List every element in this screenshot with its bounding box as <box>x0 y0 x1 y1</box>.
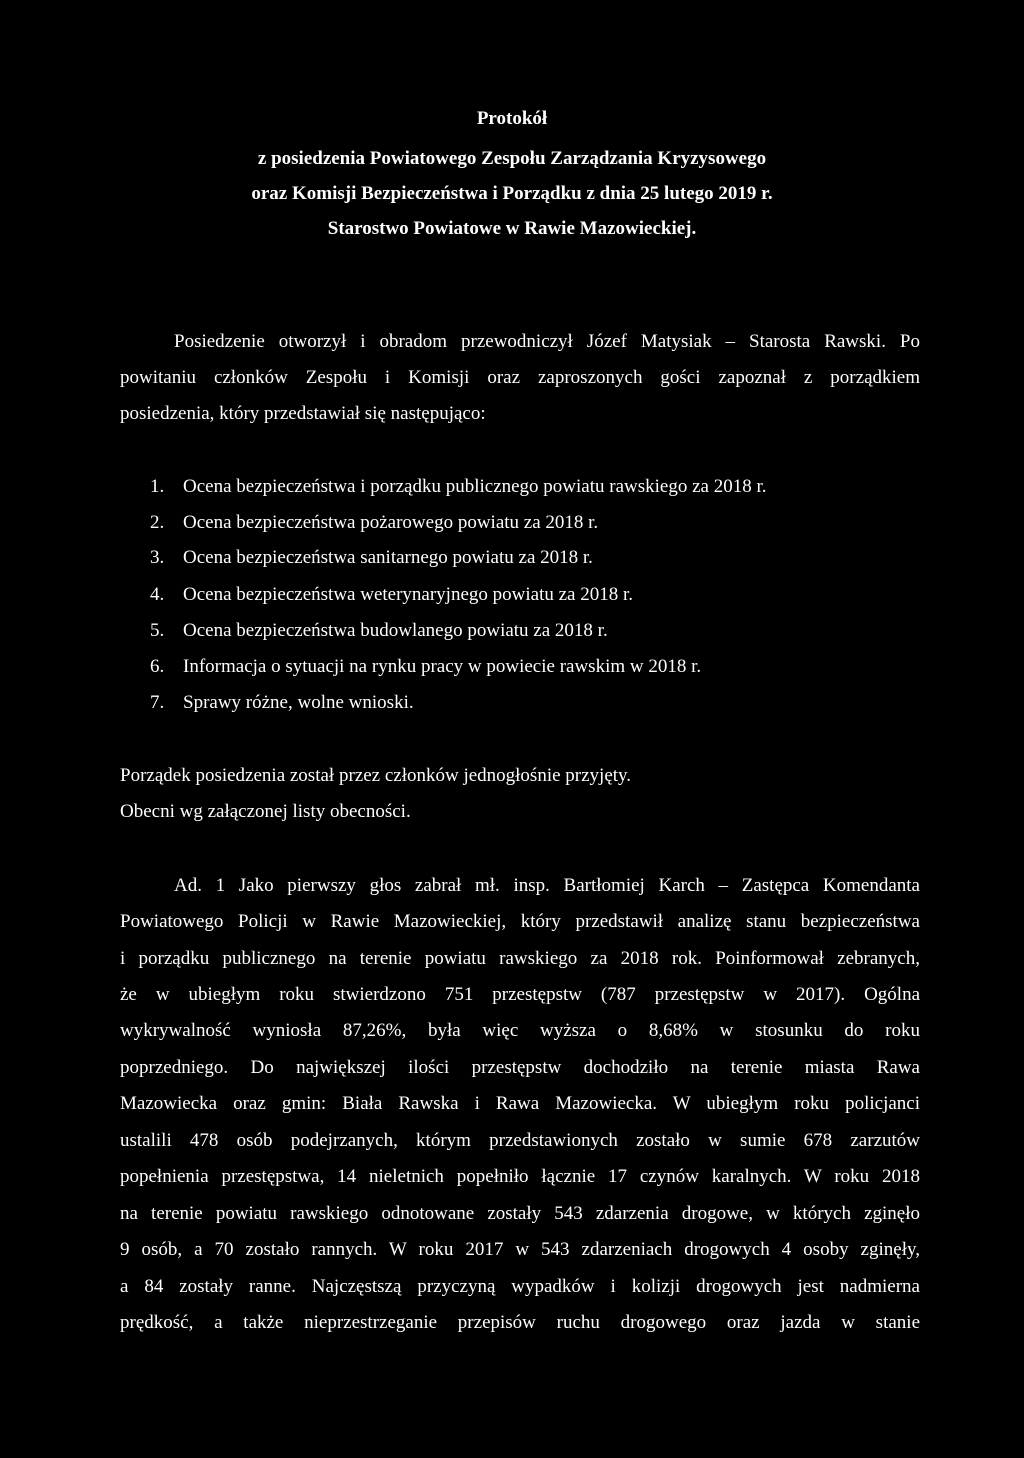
agenda-text: Ocena bezpieczeństwa pożarowego powiatu za 2018 r. <box>183 512 599 533</box>
intro-line-1: Posiedzenie otworzył i obradom przewodniczył Józef Matysiak – Starosta Rawski. Po <box>174 331 920 352</box>
agenda-item-6 <box>150 656 701 678</box>
ad1-line-12: a 84 zostały ranne. Najczęstszą przyczyną wypadków i kolizji drogowych jest nadmierna <box>120 1276 920 1297</box>
agenda-number: 4. <box>150 584 165 605</box>
ad1-line-13: prędkość, a także nieprzestrzeganie przepisów ruchu drogowego oraz jazda w stanie <box>120 1312 920 1333</box>
agenda-text: Ocena bezpieczeństwa weterynaryjnego powiatu za 2018 r. <box>183 584 633 605</box>
attendance-note: Obecni wg załączonej listy obecności. <box>120 801 411 822</box>
document-title: Protokół <box>476 108 548 129</box>
agenda-text: Ocena bezpieczeństwa sanitarnego powiatu za 2018 r. <box>183 547 593 568</box>
agenda-number: 7. <box>150 692 165 713</box>
agenda-item-5 <box>150 620 608 642</box>
document-location: Starostwo Powiatowe w Rawie Mazowieckiej. <box>327 218 697 239</box>
agenda-number: 5. <box>150 620 165 641</box>
agenda-text: Ocena bezpieczeństwa i porządku publicznego powiatu rawskiego za 2018 r. <box>183 476 767 497</box>
document-subtitle-1: z posiedzenia Powiatowego Zespołu Zarządzania Kryzysowego <box>257 148 767 169</box>
intro-line-3: posiedzenia, który przedstawiał się następująco: <box>120 403 486 424</box>
ad1-line-3: i porządku publicznego na terenie powiatu rawskiego za 2018 rok. Poinformował zebranych, <box>120 948 920 969</box>
agenda-text: Informacja o sytuacji na rynku pracy w powiecie rawskim w 2018 r. <box>183 656 702 677</box>
agenda-number: 2. <box>150 512 165 533</box>
agenda-accepted-note: Porządek posiedzenia został przez członków jednogłośnie przyjęty. <box>120 765 632 786</box>
agenda-text: Sprawy różne, wolne wnioski. <box>183 692 414 713</box>
agenda-item-7 <box>150 692 414 714</box>
ad1-line-7: Mazowiecka oraz gmin: Biała Rawska i Rawa Mazowiecka. W ubiegłym roku policjanci <box>120 1093 920 1114</box>
intro-line-2: powitaniu członków Zespołu i Komisji oraz zaproszonych gości zapoznał z porządkiem <box>120 367 920 388</box>
ad1-line-2: Powiatowego Policji w Rawie Mazowieckiej, który przedstawił analizę stanu bezpieczeństwa <box>120 911 920 932</box>
document-subtitle-2: oraz Komisji Bezpieczeństwa i Porządku z dnia 25 lutego 2019 r. <box>251 183 773 204</box>
agenda-text: Ocena bezpieczeństwa budowlanego powiatu za 2018 r. <box>183 620 608 641</box>
ad1-line-10: na terenie powiatu rawskiego odnotowane zostały 543 zdarzenia drogowe, w których zginęło <box>120 1203 920 1224</box>
ad1-line-9: popełnienia przestępstwa, 14 nieletnich popełniło łącznie 17 czynów karalnych. W roku 2018 <box>120 1166 920 1187</box>
agenda-number: 6. <box>150 656 165 677</box>
ad1-line-4: że w ubiegłym roku stwierdzono 751 przestępstw (787 przestępstw w 2017). Ogólna <box>120 984 920 1005</box>
agenda-number: 3. <box>150 547 165 568</box>
agenda-number: 1. <box>150 476 165 497</box>
ad1-line-6: poprzedniego. Do największej ilości przestępstw dochodziło na terenie miasta Rawa <box>120 1057 920 1078</box>
ad1-line-1: Ad. 1 Jako pierwszy głos zabrał mł. insp. Bartłomiej Karch – Zastępca Komendanta <box>174 875 920 896</box>
agenda-item-4 <box>150 584 633 606</box>
agenda-item-2 <box>150 512 598 534</box>
ad1-line-8: ustalili 478 osób podejrzanych, którym przedstawionych zostało w sumie 678 zarzutów <box>120 1130 920 1151</box>
agenda-item-1 <box>150 476 767 498</box>
ad1-line-11: 9 osób, a 70 zostało rannych. W roku 2017 w 543 zdarzeniach drogowych 4 osoby zginęły, <box>120 1239 920 1260</box>
ad1-line-5: wykrywalność wyniosła 87,26%, była więc wyższa o 8,68% w stosunku do roku <box>120 1020 920 1041</box>
agenda-item-3 <box>150 547 593 569</box>
